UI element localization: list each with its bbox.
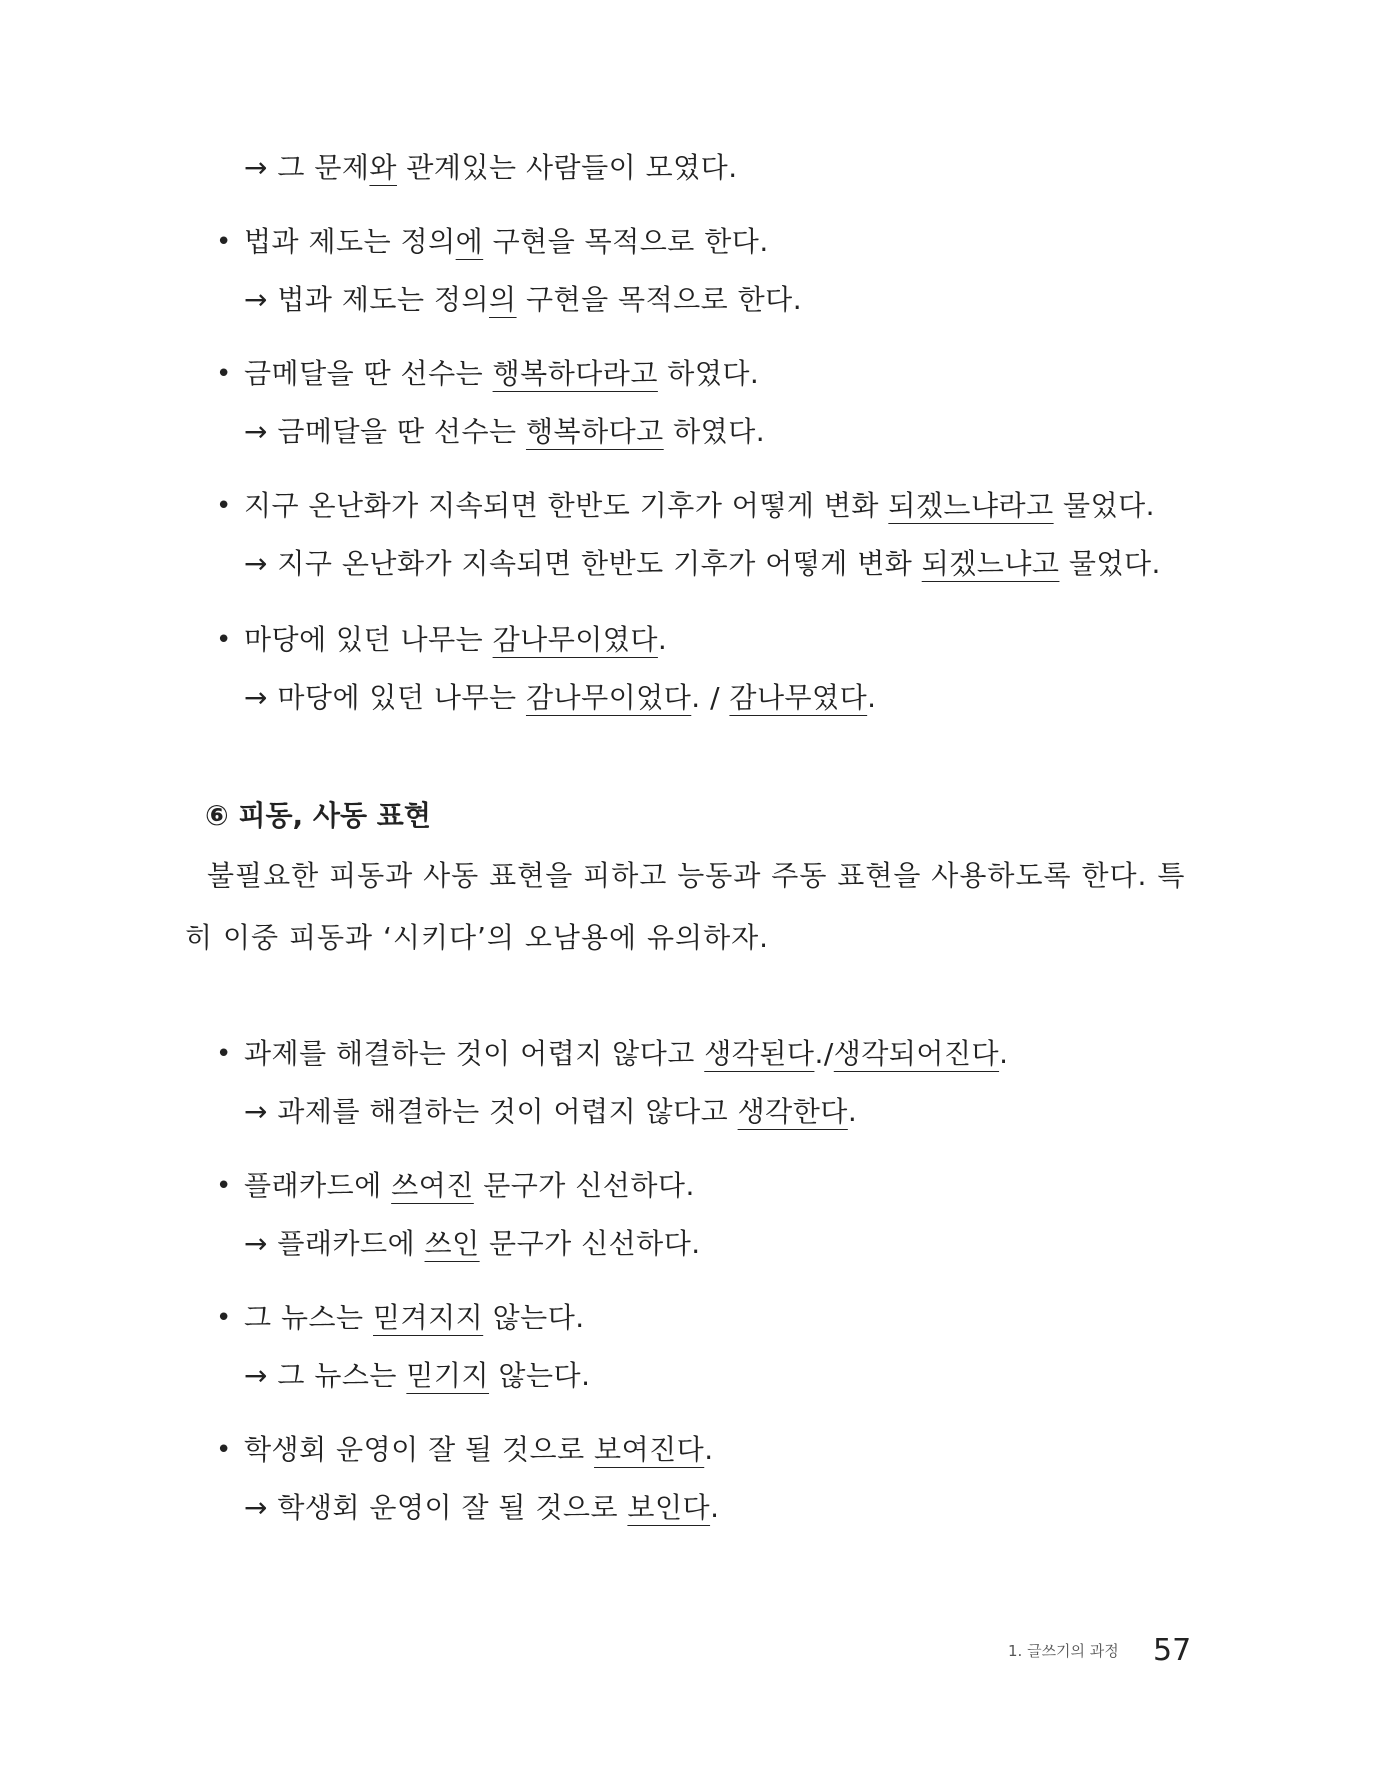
fix-text: 문구가 신선하다. (479, 1227, 701, 1260)
example-fix-line (244, 1224, 701, 1264)
example-wrong-line (244, 1298, 585, 1338)
bullet: • (216, 1303, 232, 1333)
example-wrong-line (244, 486, 1155, 526)
fix-text: 과제를 해결하는 것이 어렵지 않다고 (277, 1095, 738, 1128)
wrong-text: 플래카드에 (244, 1169, 392, 1202)
arrow: → (244, 547, 268, 580)
wrong-text: 학생회 운영이 잘 될 것으로 (244, 1433, 595, 1466)
wrong-text: 지구 온난화가 지속되면 한반도 기후가 어떻게 변화 (244, 489, 889, 522)
wrong-text: 금메달을 딴 선수는 (244, 357, 493, 390)
bullet: • (216, 1435, 232, 1465)
corrected-word: 믿기지 (406, 1359, 490, 1392)
fix-text: 않는다. (489, 1359, 591, 1392)
wrong-word: 에 (455, 225, 484, 258)
fix-text: 관계있는 사람들이 모였다. (396, 151, 738, 184)
fix-text: . (867, 681, 877, 714)
corrected-word: 보인다 (627, 1491, 711, 1524)
wrong-text: 그 뉴스는 (244, 1301, 373, 1334)
example-wrong-line (244, 1430, 714, 1470)
example-fix-line (244, 412, 765, 452)
example-fix-line (244, 280, 802, 320)
section-paragraph-line: 불필요한 피동과 사동 표현을 피하고 능동과 주동 표현을 사용하도록 한다. 특 (207, 859, 1186, 892)
fix-text: 법과 제도는 정의 (277, 283, 490, 316)
fix-text: 금메달을 딴 선수는 (277, 415, 526, 448)
wrong-text: 구현을 목적으로 한다. (483, 225, 769, 258)
wrong-text: 않는다. (483, 1301, 585, 1334)
wrong-word: 행복하다라고 (492, 357, 658, 390)
corrected-word: 생각한다 (737, 1095, 848, 1128)
fix-text: 그 문제 (277, 151, 370, 184)
example-fix-line (244, 678, 877, 718)
arrow: → (244, 681, 268, 714)
fix-text: . / (691, 681, 730, 714)
fix-text: 학생회 운영이 잘 될 것으로 (277, 1491, 628, 1524)
arrow: → (244, 1227, 268, 1260)
bullet: • (216, 1171, 232, 1201)
arrow: → (244, 1359, 268, 1392)
arrow: → (244, 1491, 268, 1524)
wrong-text: 하였다. (657, 357, 760, 390)
wrong-word: 생각된다 (704, 1037, 815, 1070)
wrong-text: 물었다. (1053, 489, 1156, 522)
example-wrong-line (244, 1034, 1008, 1074)
corrected-word-alt: 감나무였다 (729, 681, 868, 714)
footer-chapter-label: 1. 글쓰기의 과정 (1008, 1642, 1119, 1660)
example-fix-line (244, 1092, 857, 1132)
wrong-text: 문구가 신선하다. (473, 1169, 695, 1202)
example-fix-line (244, 544, 1161, 584)
bullet: • (216, 359, 232, 389)
wrong-text: 과제를 해결하는 것이 어렵지 않다고 (244, 1037, 705, 1070)
example-wrong-line (244, 620, 667, 660)
bullet: • (216, 491, 232, 521)
page-number: 57 (1153, 1633, 1192, 1668)
wrong-word: 감나무이였다 (492, 623, 658, 656)
example-fix-line (244, 1356, 590, 1396)
corrected-word: 행복하다고 (525, 415, 664, 448)
arrow: → (244, 1095, 268, 1128)
arrow: → (244, 151, 268, 184)
corrected-word: 감나무이었다 (525, 681, 692, 714)
fix-text: 물었다. (1059, 547, 1161, 580)
wrong-word-alt: 생각되어진다 (833, 1037, 1000, 1070)
wrong-text: 법과 제도는 정의 (244, 225, 456, 258)
fix-text: 지구 온난화가 지속되면 한반도 기후가 어떻게 변화 (277, 547, 922, 580)
example-wrong-line (244, 354, 759, 394)
bullet: • (216, 1039, 232, 1069)
wrong-text: . (704, 1433, 714, 1466)
section-paragraph-line: 히 이중 피동과 ‘시키다’의 오남용에 유의하자. (185, 921, 770, 954)
fix-text: 구현을 목적으로 한다. (516, 283, 803, 316)
bullet: • (216, 227, 232, 257)
wrong-word: 믿겨지지 (373, 1301, 484, 1334)
corrected-word: 의 (489, 283, 517, 316)
bullet: • (216, 625, 232, 655)
fix-text: 플래카드에 (277, 1227, 425, 1260)
example-fix-line (244, 148, 738, 188)
example-wrong-line (244, 1166, 695, 1206)
example-wrong-line (244, 222, 769, 262)
arrow: → (244, 283, 268, 316)
fix-text: 그 뉴스는 (277, 1359, 407, 1392)
fix-text: . (847, 1095, 858, 1128)
wrong-text: ./ (814, 1037, 834, 1070)
wrong-word: 쓰여진 (391, 1169, 474, 1202)
fix-text: 하였다. (663, 415, 766, 448)
wrong-word: 되겠느냐라고 (888, 489, 1054, 522)
corrected-word: 되겠느냐고 (921, 547, 1060, 580)
example-fix-line (244, 1488, 719, 1528)
wrong-word: 보여진다 (594, 1433, 705, 1466)
corrected-word: 쓰인 (424, 1227, 480, 1260)
wrong-text: 마당에 있던 나무는 (244, 623, 493, 656)
section-heading: ⑥ 피동, 사동 표현 (205, 799, 431, 832)
corrected-word: 와 (369, 151, 397, 184)
arrow: → (244, 415, 268, 448)
fix-text: . (710, 1491, 720, 1524)
wrong-text: . (657, 623, 668, 656)
fix-text: 마당에 있던 나무는 (277, 681, 526, 714)
wrong-text: . (999, 1037, 1009, 1070)
